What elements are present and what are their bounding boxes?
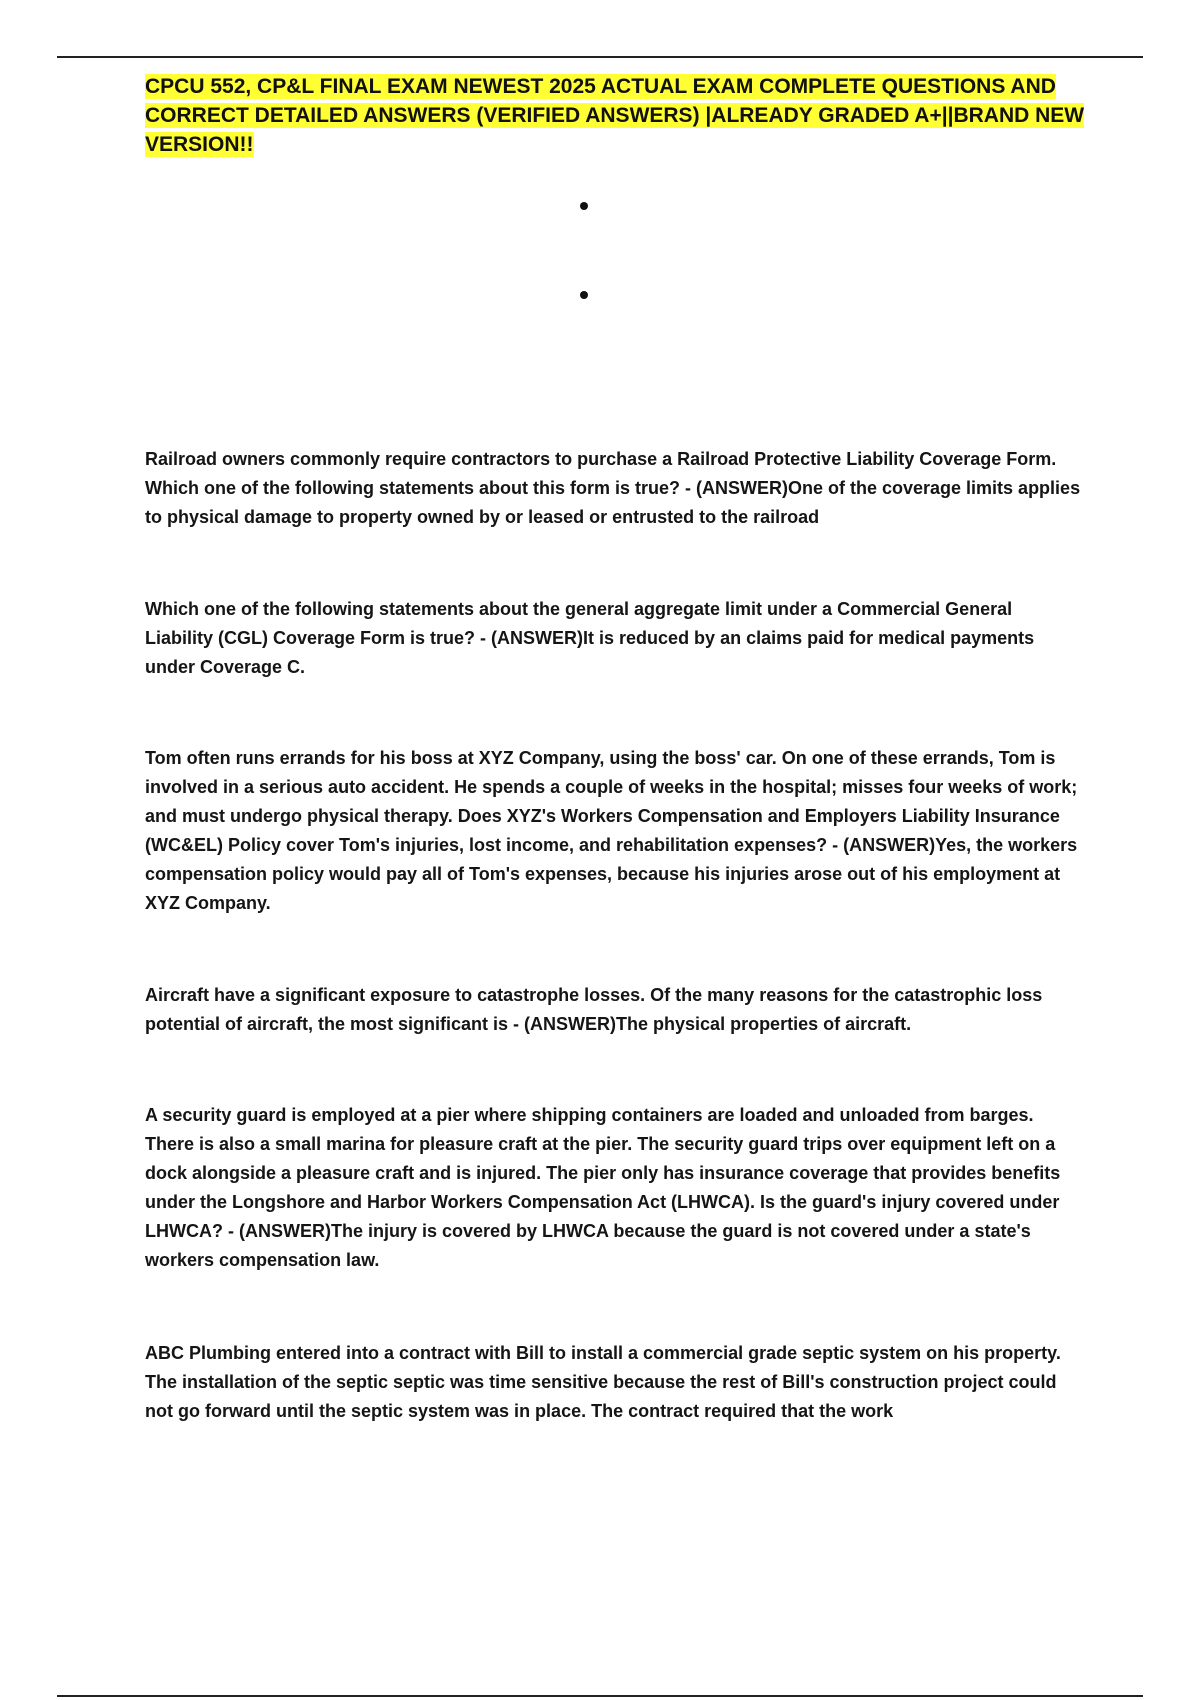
question-answer-6: ABC Plumbing entered into a contract with Bill to install a commercial grade septic system on his property. The installation of the septic septic was time sensitive because the rest of Bill's construction project could not go forward until the septic system was in place. The contract required that the work <box>145 1343 1061 1421</box>
question-answer-4: Aircraft have a significant exposure to catastrophe losses. Of the many reasons for the catastrophic loss potential of aircraft, the most significant is - (ANSWER)The physical properties of aircraft. <box>145 985 1043 1034</box>
bullet-point <box>580 202 588 210</box>
question-answer-3: Tom often runs errands for his boss at XYZ Company, using the boss' car. On one of these errands, Tom is involved in a serious auto accident. He spends a couple of weeks in the hospital; misses four weeks of work; and must undergo physical therapy. Does XYZ's Workers Compensation and Employers Liability Insurance (WC&EL) Policy cover Tom's injuries, lost income, and rehabilitation expenses? - (ANSWER)Yes, the workers compensation policy would pay all of Tom's expenses, because his injuries arose out of his employment at XYZ Company. <box>145 748 1078 913</box>
question-answer-1: Railroad owners commonly require contractors to purchase a Railroad Protective Liability Coverage Form. Which one of the following statements about this form is true? - (ANSWER)One of the coverage limits applies to physical damage to property owned by or leased or entrusted to the railroad <box>145 449 1081 527</box>
question-answer-2: Which one of the following statements about the general aggregate limit under a Commercial General Liability (CGL) Coverage Form is true? - (ANSWER)It is reduced by an claims paid for medical payments under Coverage C. <box>145 599 1035 677</box>
title-highlight: CPCU 552, CP&L FINAL EXAM NEWEST 2025 ACTUAL EXAM COMPLETE QUESTIONS AND CORRECT DETAILED ANSWERS (VERIFIED ANSWERS) |ALREADY GRADED A+||BRAND NEW VERSION!! <box>145 75 1085 156</box>
question-answer-5: A security guard is employed at a pier where shipping containers are loaded and unloaded from barges. There is also a small marina for pleasure craft at the pier. The security guard trips over equipment left on a dock alongside a pleasure craft and is injured. The pier only has insurance coverage that provides benefits under the Longshore and Harbor Workers Compensation Act (LHWCA). Is the guard's injury covered under LHWCA? - (ANSWER)The injury is covered by LHWCA because the guard is not covered under a state's workers compensation law. <box>145 1105 1061 1270</box>
document-title <box>145 72 1085 159</box>
bottom-rule <box>57 1695 1143 1697</box>
bullet-point <box>580 291 588 299</box>
document-title-block <box>145 72 1085 159</box>
top-rule <box>57 56 1143 58</box>
